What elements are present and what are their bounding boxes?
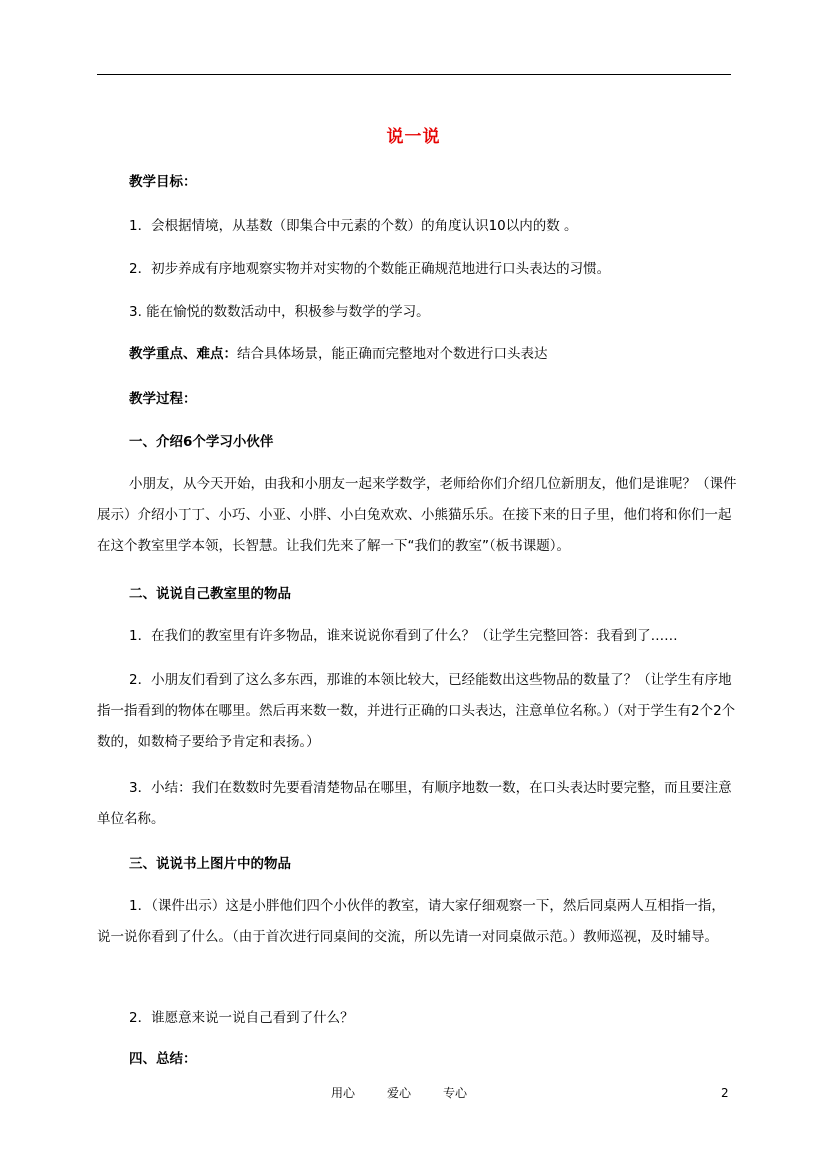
footer-word-2: 爱心 — [387, 1086, 412, 1100]
objective-1: 1．会根据情境，从基数（即集合中元素的个数）的角度认识10以内的数 。 — [129, 218, 578, 234]
section-1-heading: 一、介绍6个学习小伙伴 — [129, 434, 274, 450]
section-2-item-3: 3．小结：我们在数数时先要看清楚物品在哪里，有顺序地数一数，在口头表达时要完整，而且要注意单位名称。 — [97, 780, 732, 827]
section-3-item-2: 2．谁愿意来说一说自己看到了什么？ — [129, 1010, 354, 1026]
page-title: 说一说 — [386, 127, 441, 147]
page-number: 2 — [721, 1086, 729, 1100]
key-points-text: 结合具体场景，能正确而完整地对个数进行口头表达 — [237, 346, 548, 362]
section-2-item-1: 1．在我们的教室里有许多物品，谁来说说你看到了什么？（让学生完整回答：我看到了…… — [129, 628, 678, 644]
footer-word-1: 用心 — [331, 1086, 356, 1100]
footer-word-3: 专心 — [443, 1086, 468, 1100]
objective-2: 2．初步养成有序地观察实物并对实物的个数能正确规范地进行口头表达的习惯。 — [129, 261, 611, 277]
section-4-heading: 四、总结： — [129, 1051, 197, 1067]
section-2-item-2: 2．小朋友们看到了这么多东西，那谁的本领比较大，已经能数出这些物品的数量了？（让学生有序地指一指看到的物体在哪里。然后再来数一数，并进行正确的口头表达，注意单位名称。）（对于学生有2个2个数的，如数椅子要给予肯定和表扬。） — [97, 672, 736, 750]
process-heading: 教学过程： — [129, 391, 197, 407]
section-3-item-1: 1．（课件出示）这是小胖他们四个小伙伴的教室，请大家仔细观察一下，然后同桌两人互相指一指，说一说你看到了什么。（由于首次进行同桌间的交流，所以先请一对同桌做示范。）教师巡视，及时辅导。 — [97, 898, 725, 945]
section-1-paragraph: 小朋友，从今天开始，由我和小朋友一起来学数学，老师给你们介绍几位新朋友，他们是谁呢？（课件展示）介绍小丁丁、小巧、小亚、小胖、小白兔欢欢、小熊猫乐乐。在接下来的日子里，他们将和你们一起在这个教室里学本领，长智慧。让我们先来了解一下“我们的教室”（板书课题）。 — [97, 476, 737, 554]
section-3-heading: 三、说说书上图片中的物品 — [129, 856, 291, 872]
objectives-heading: 教学目标： — [129, 174, 197, 190]
objective-3: 3. 能在愉悦的数数活动中，积极参与数学的学习。 — [129, 304, 430, 320]
key-points-label: 教学重点、难点： — [129, 346, 237, 362]
header-rule — [97, 74, 731, 75]
key-points — [129, 344, 739, 364]
section-2-heading: 二、说说自己教室里的物品 — [129, 586, 291, 602]
